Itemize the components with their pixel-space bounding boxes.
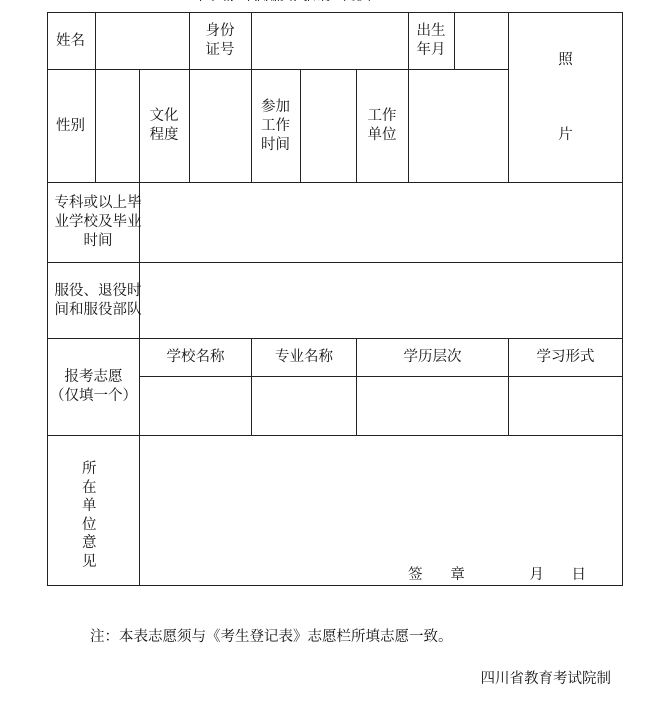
education-input-cell[interactable]: [190, 70, 252, 183]
opinion-labels: [82, 460, 142, 571]
level-input-cell[interactable]: [357, 377, 509, 436]
work-start-label: 参加工作时间: [252, 70, 301, 183]
birth-label: 出生年月: [409, 13, 455, 70]
issuer-footer: 四川省教育考试院制: [480, 671, 611, 687]
military-input-cell[interactable]: [140, 263, 623, 339]
work-start-input-cell[interactable]: [301, 70, 357, 183]
work-unit-input-cell[interactable]: [409, 70, 509, 183]
work-unit-label: 工作单位: [357, 70, 409, 183]
education-label: 文化程度: [140, 70, 190, 183]
seal-label: 章: [450, 567, 465, 583]
choice-label: 报考志愿 （仅填一个）: [48, 339, 140, 436]
military-label: 服役、退役时间和服役部队: [48, 263, 140, 339]
level-header: 学历层次: [357, 339, 509, 377]
sign-label: 签: [408, 567, 423, 583]
graduation-label: 专科或以上毕业学校及毕业时间: [48, 183, 140, 263]
sign-seal-date-line: [408, 566, 586, 585]
gender-label: 性别: [48, 70, 96, 183]
gender-input-cell[interactable]: [96, 70, 140, 183]
day-label: 日: [571, 567, 587, 583]
form-note: 注：本表志愿须与《考生登记表》志愿栏所填志愿一致。: [90, 629, 453, 645]
id-number-label: 身份证号: [190, 13, 252, 70]
opinion-line-1: 所在: [82, 461, 113, 496]
birth-input-cell[interactable]: [455, 13, 509, 70]
opinion-input-cell[interactable]: [140, 436, 623, 586]
opinion-line-3: 意见: [82, 535, 113, 570]
school-input-cell[interactable]: [140, 377, 252, 436]
opinion-label-cell: [48, 436, 140, 586]
name-input-cell[interactable]: [96, 13, 190, 70]
study-mode-input-cell[interactable]: [509, 377, 623, 436]
major-input-cell[interactable]: [252, 377, 357, 436]
header-fragment: [190, 0, 470, 1]
photo-label-top: 照: [558, 52, 573, 68]
photo-cell[interactable]: [509, 13, 623, 183]
registration-form-table: [47, 12, 623, 586]
name-label: 姓名: [48, 13, 96, 70]
photo-label-bottom: 片: [558, 127, 573, 143]
opinion-line-2: 单位: [82, 498, 113, 533]
study-mode-header: 学习形式: [509, 339, 623, 377]
id-number-input-cell[interactable]: [252, 13, 409, 70]
graduation-input-cell[interactable]: [140, 183, 623, 263]
month-label: 月: [529, 567, 544, 583]
school-header: 学校名称: [140, 339, 252, 377]
major-header: 专业名称: [252, 339, 357, 377]
